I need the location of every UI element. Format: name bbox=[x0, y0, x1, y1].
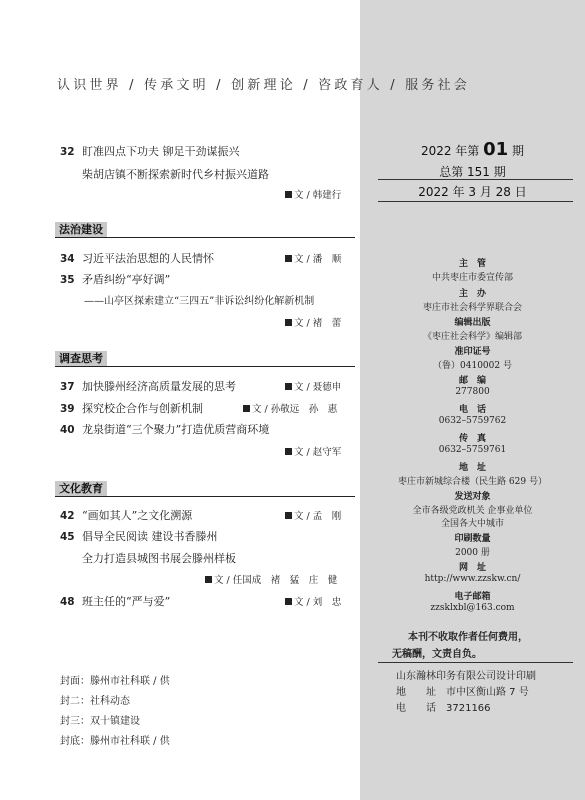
article-title: “画如其人”之文化溯源 bbox=[82, 509, 193, 522]
issue-number: 01 bbox=[483, 139, 509, 160]
editor: 《枣庄社会科学》编辑部 bbox=[422, 332, 522, 342]
print-label: 印刷数量 bbox=[454, 534, 491, 544]
permit: （鲁）0410002 号 bbox=[433, 361, 512, 371]
page-number: 37 bbox=[60, 381, 75, 393]
page-number: 34 bbox=[60, 253, 75, 265]
page-number: 40 bbox=[60, 424, 75, 436]
email-link[interactable]: zzsklxbl@163.com bbox=[430, 603, 515, 613]
sponsor: 枣庄市社会科学界联合会 bbox=[422, 303, 522, 313]
author-line: 文 / 孟 刚 bbox=[285, 508, 341, 522]
square-bullet-icon bbox=[205, 576, 212, 583]
toc-entry-34[interactable] bbox=[60, 250, 214, 266]
square-bullet-icon bbox=[285, 448, 292, 455]
divider bbox=[378, 662, 573, 663]
square-bullet-icon bbox=[285, 255, 292, 262]
article-title: 班主任的“严与爱” bbox=[82, 595, 171, 608]
author-line: 文 / 聂德申 bbox=[285, 379, 341, 393]
toc-entry-48[interactable] bbox=[60, 593, 170, 609]
section-label: 法治建设 bbox=[55, 222, 107, 237]
section-label: 调查思考 bbox=[55, 351, 107, 366]
audience-line2: 全国各大中城市 bbox=[440, 519, 504, 529]
supervisor: 中共枣庄市委宣传部 bbox=[431, 273, 513, 283]
toc-entry-42[interactable] bbox=[60, 507, 192, 523]
audience-line1: 全市各级党政机关 企事业单位 bbox=[412, 506, 533, 516]
square-bullet-icon bbox=[285, 512, 292, 519]
cover-credit-2: 封二：社科动态 bbox=[60, 696, 130, 707]
address: 枣庄市新城综合楼（民生路 629 号） bbox=[398, 477, 547, 487]
page-number: 39 bbox=[60, 403, 75, 415]
divider bbox=[378, 201, 573, 202]
notice-line2: 无稿酬，文责自负。 bbox=[392, 649, 482, 660]
web-label: 网 址 bbox=[458, 563, 486, 573]
page-number: 35 bbox=[60, 274, 75, 286]
total-issue: 总第 151 期 bbox=[439, 165, 506, 179]
section-header-research bbox=[55, 351, 355, 367]
supervisor-label: 主 管 bbox=[458, 259, 486, 269]
audience-label: 发送对象 bbox=[454, 492, 491, 502]
toc-entry-37[interactable] bbox=[60, 378, 236, 394]
article-title: 矛盾纠纷“亭好调” bbox=[82, 273, 171, 286]
section-header-law bbox=[55, 222, 355, 238]
section-header-culture bbox=[55, 481, 355, 497]
journal-motto: 认识世界 / 传承文明 / 创新理论 / 咨政育人 / 服务社会 bbox=[57, 78, 470, 93]
square-bullet-icon bbox=[285, 319, 292, 326]
page-number: 45 bbox=[60, 531, 75, 543]
author-line: 文 / 孙敬远 孙 惠 bbox=[243, 401, 337, 415]
printer-phone: 电 话 3721166 bbox=[396, 703, 491, 714]
author-line: 文 / 刘 忠 bbox=[285, 594, 341, 608]
cover-credit-3: 封三：双十镇建设 bbox=[60, 716, 140, 727]
article-title: 龙泉街道“三个聚力”打造优质营商环境 bbox=[82, 423, 270, 436]
article-title: 倡导全民阅读 建设书香滕州 bbox=[82, 530, 218, 543]
postcode: 277800 bbox=[455, 387, 490, 397]
website-link[interactable]: http://www.zzskw.cn/ bbox=[424, 574, 521, 584]
fax-label: 传 真 bbox=[458, 434, 486, 444]
notice-line1: 本刊不收取作者任何费用， bbox=[408, 632, 528, 643]
permit-label: 准印证号 bbox=[454, 347, 491, 357]
postcode-label: 邮 编 bbox=[458, 376, 486, 386]
editor-label: 编辑出版 bbox=[454, 318, 491, 328]
square-bullet-icon bbox=[285, 383, 292, 390]
article-title: 习近平法治思想的人民情怀 bbox=[82, 252, 214, 265]
print-quantity: 2000 册 bbox=[455, 548, 490, 558]
toc-entry-40[interactable] bbox=[60, 421, 269, 437]
publish-date: 2022 年 3 月 28 日 bbox=[418, 185, 527, 199]
printer-name: 山东瀚林印务有限公司设计印刷 bbox=[396, 671, 536, 682]
author-line: 文 / 韩建行 bbox=[285, 187, 341, 201]
square-bullet-icon bbox=[285, 598, 292, 605]
issue-line: 2022 年第 01 期 bbox=[420, 139, 525, 160]
article-subtitle: ——山亭区探索建立“三四五”非诉讼纠纷化解新机制 bbox=[84, 296, 315, 307]
article-title: 加快滕州经济高质量发展的思考 bbox=[82, 380, 236, 393]
author-line: 文 / 潘 顺 bbox=[285, 251, 341, 265]
page-number: 48 bbox=[60, 596, 75, 608]
article-title: 盯准四点下功夫 铆足干劲谋振兴 bbox=[82, 145, 240, 158]
toc-entry-39[interactable] bbox=[60, 400, 203, 416]
page-number: 32 bbox=[60, 146, 75, 158]
cover-credit-back: 封底：滕州市社科联 / 供 bbox=[60, 736, 170, 747]
toc-entry-45[interactable] bbox=[60, 528, 218, 544]
toc-entry-45-line2: 全力打造县城图书展会滕州样板 bbox=[82, 552, 236, 565]
phone-label: 电 话 bbox=[458, 405, 486, 415]
printer-address: 地 址 市中区衡山路 7 号 bbox=[396, 687, 529, 698]
square-bullet-icon bbox=[243, 405, 250, 412]
phone: 0632–5759762 bbox=[438, 416, 507, 426]
toc-entry-32[interactable] bbox=[60, 143, 240, 159]
article-title: 探究校企合作与创新机制 bbox=[82, 402, 203, 415]
email-label: 电子邮箱 bbox=[454, 592, 491, 602]
divider bbox=[378, 179, 573, 180]
toc-entry-32-line2: 柴胡店镇不断探索新时代乡村振兴道路 bbox=[82, 168, 269, 181]
sponsor-label: 主 办 bbox=[458, 289, 486, 299]
author-line: 文 / 褚 蕾 bbox=[285, 315, 341, 329]
page-number: 42 bbox=[60, 510, 75, 522]
cover-credit-front: 封面：滕州市社科联 / 供 bbox=[60, 676, 170, 687]
section-label: 文化教育 bbox=[55, 481, 107, 496]
square-bullet-icon bbox=[285, 191, 292, 198]
fax: 0632–5759761 bbox=[438, 445, 507, 455]
author-line: 文 / 赵守军 bbox=[285, 444, 341, 458]
address-label: 地 址 bbox=[458, 463, 486, 473]
toc-entry-35[interactable] bbox=[60, 271, 170, 287]
author-line: 文 / 任国成 褚 猛 庄 健 bbox=[205, 572, 337, 586]
